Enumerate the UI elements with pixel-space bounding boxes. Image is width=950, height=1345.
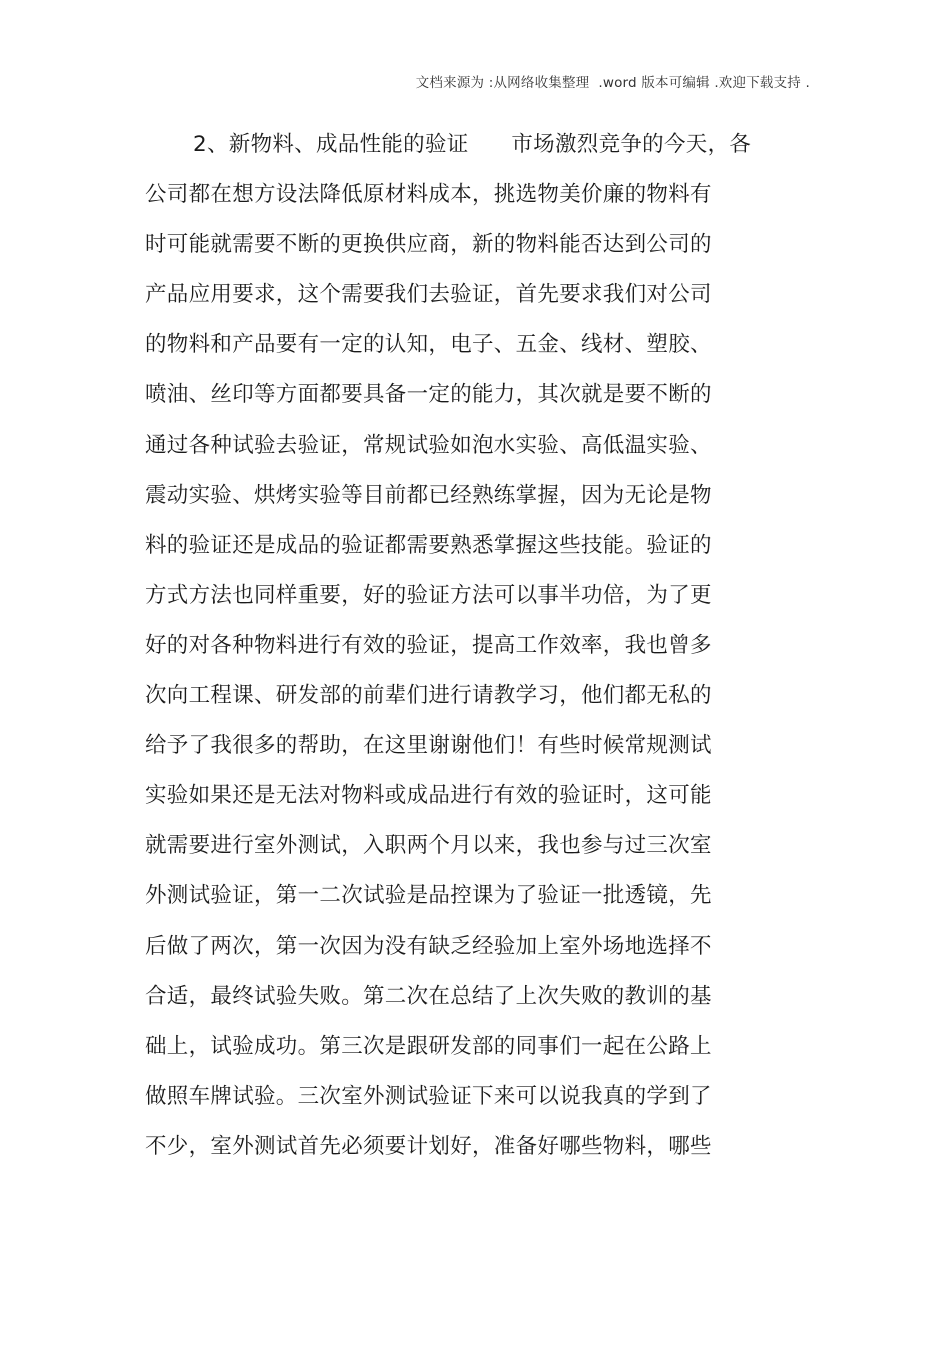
- text-line: 喷油、丝印等方面都要具备一定的能力，其次就是要不断的: [145, 382, 712, 408]
- text-line: 产品应用要求，这个需要我们去验证，首先要求我们对公司: [145, 282, 712, 308]
- text-line: 方式方法也同样重要，好的验证方法可以事半功倍，为了更: [145, 582, 712, 608]
- text-line: 震动实验、烘烤实验等目前都已经熟练掌握，因为无论是物: [145, 482, 712, 508]
- text-line: 后做了两次，第一次因为没有缺乏经验加上室外场地选择不: [145, 933, 712, 959]
- text-line: 合适，最终试验失败。第二次在总结了上次失败的教训的基: [145, 983, 712, 1009]
- header-source-note: 文档来源为 :从网络收集整理 .word 版本可编辑 .欢迎下载支持 .: [415, 75, 810, 91]
- text-line: 础上，试验成功。第三次是跟研发部的同事们一起在公路上: [145, 1033, 712, 1059]
- text-line: 做照车牌试验。三次室外测试验证下来可以说我真的学到了: [145, 1083, 712, 1109]
- text-line: 时可能就需要不断的更换供应商，新的物料能否达到公司的: [145, 232, 712, 258]
- text-line: 通过各种试验去验证，常规试验如泡水实验、高低温实验、: [145, 432, 712, 458]
- text-line: 公司都在想方设法降低原材料成本，挑选物美价廉的物料有: [145, 182, 712, 208]
- text-line: 外测试验证，第一二次试验是品控课为了验证一批透镜，先: [145, 883, 712, 909]
- text-line: 好的对各种物料进行有效的验证，提高工作效率，我也曾多: [145, 632, 712, 658]
- text-line: 不少，室外测试首先必须要计划好，准备好哪些物料，哪些: [145, 1133, 712, 1159]
- text-line: 实验如果还是无法对物料或成品进行有效的验证时，这可能: [145, 783, 712, 809]
- text-line: 次向工程课、研发部的前辈们进行请教学习，他们都无私的: [145, 683, 712, 709]
- text-line: 料的验证还是成品的验证都需要熟悉掌握这些技能。验证的: [145, 532, 712, 558]
- text-line: 就需要进行室外测试，入职两个月以来，我也参与过三次室: [145, 833, 712, 859]
- text-line: 给予了我很多的帮助，在这里谢谢他们！有些时候常规测试: [145, 733, 712, 759]
- text-line: 2、新物料、成品性能的验证 市场激烈竞争的今天，各: [193, 132, 752, 157]
- body-paragraph: [145, 120, 805, 1172]
- text-line: 的物料和产品要有一定的认知，电子、五金、线材、塑胶、: [145, 332, 712, 358]
